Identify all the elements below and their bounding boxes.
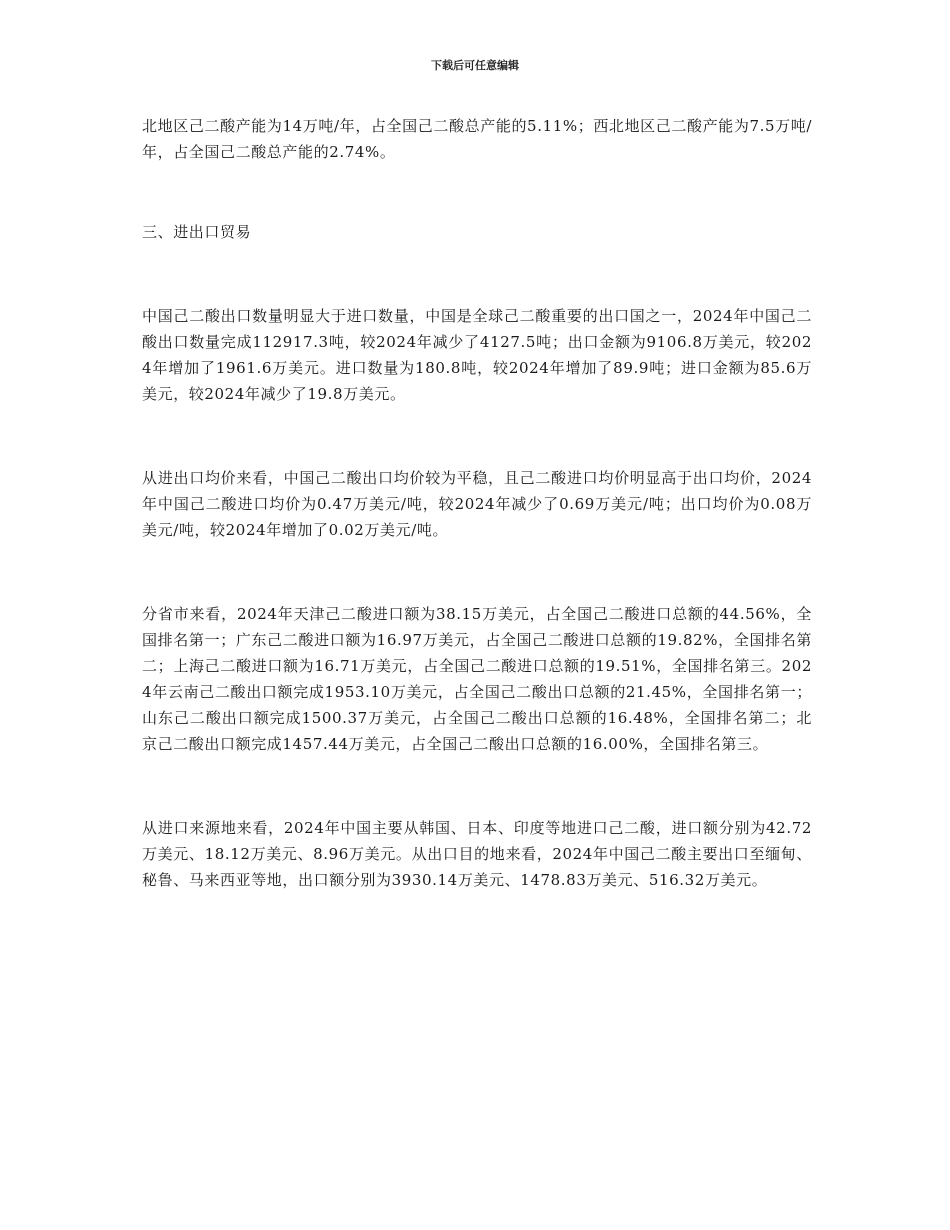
- paragraph-average-price: 从进出口均价来看，中国己二酸出口均价较为平稳，且己二酸进口均价明显高于出口均价，2024年中国己二酸进口均价为0.47万美元/吨，较2024年减少了0.69万美元/吨；出口均价为0.08万美元/吨，较2024年增加了0.02万美元/吨。: [142, 469, 812, 539]
- paragraph-capacity: 北地区己二酸产能为14万吨/年，占全国己二酸总产能的5.11%；西北地区己二酸产能为7.5万吨/年，占全国己二酸总产能的2.74%。: [142, 117, 812, 161]
- paragraph-provinces: 分省市来看，2024年天津己二酸进口额为38.15万美元，占全国己二酸进口总额的44.56%，全国排名第一；广东己二酸进口额为16.97万美元，占全国己二酸进口总额的19.82%，全国排名第二；上海己二酸进口额为16.71万美元，占全国己二酸进口总额的19.51%，全国排名第三。2024年云南己二酸出口额完成1953.10万美元，占全国己二酸出口总额的21.45%，全国排名第一；山东己二酸出口额完成1500.37万美元，占全国己二酸出口总额的16.48%，全国排名第二；北京己二酸出口额完成1457.44万美元，占全国己二酸出口总额的16.00%，全国排名第三。: [142, 605, 812, 753]
- section-heading-trade: 三、进出口贸易: [142, 223, 252, 241]
- document-body: [142, 113, 812, 893]
- download-note: 下载后可任意编辑: [431, 59, 519, 72]
- paragraph-trade-volume: 中国己二酸出口数量明显大于进口数量，中国是全球己二酸重要的出口国之一，2024年中国己二酸出口数量完成112917.3吨，较2024年减少了4127.5吨；出口金额为9106.8万美元，较2024年增加了1961.6万美元。进口数量为180.8吨，较2024年增加了89.9吨；进口金额为85.6万美元，较2024年减少了19.8万美元。: [142, 307, 812, 403]
- paragraph-sources-destinations: 从进口来源地来看，2024年中国主要从韩国、日本、印度等地进口己二酸，进口额分别为42.72万美元、18.12万美元、8.96万美元。从出口目的地来看，2024年中国己二酸主要出口至缅甸、秘鲁、马来西亚等地，出口额分别为3930.14万美元、1478.83万美元、516.32万美元。: [142, 819, 812, 889]
